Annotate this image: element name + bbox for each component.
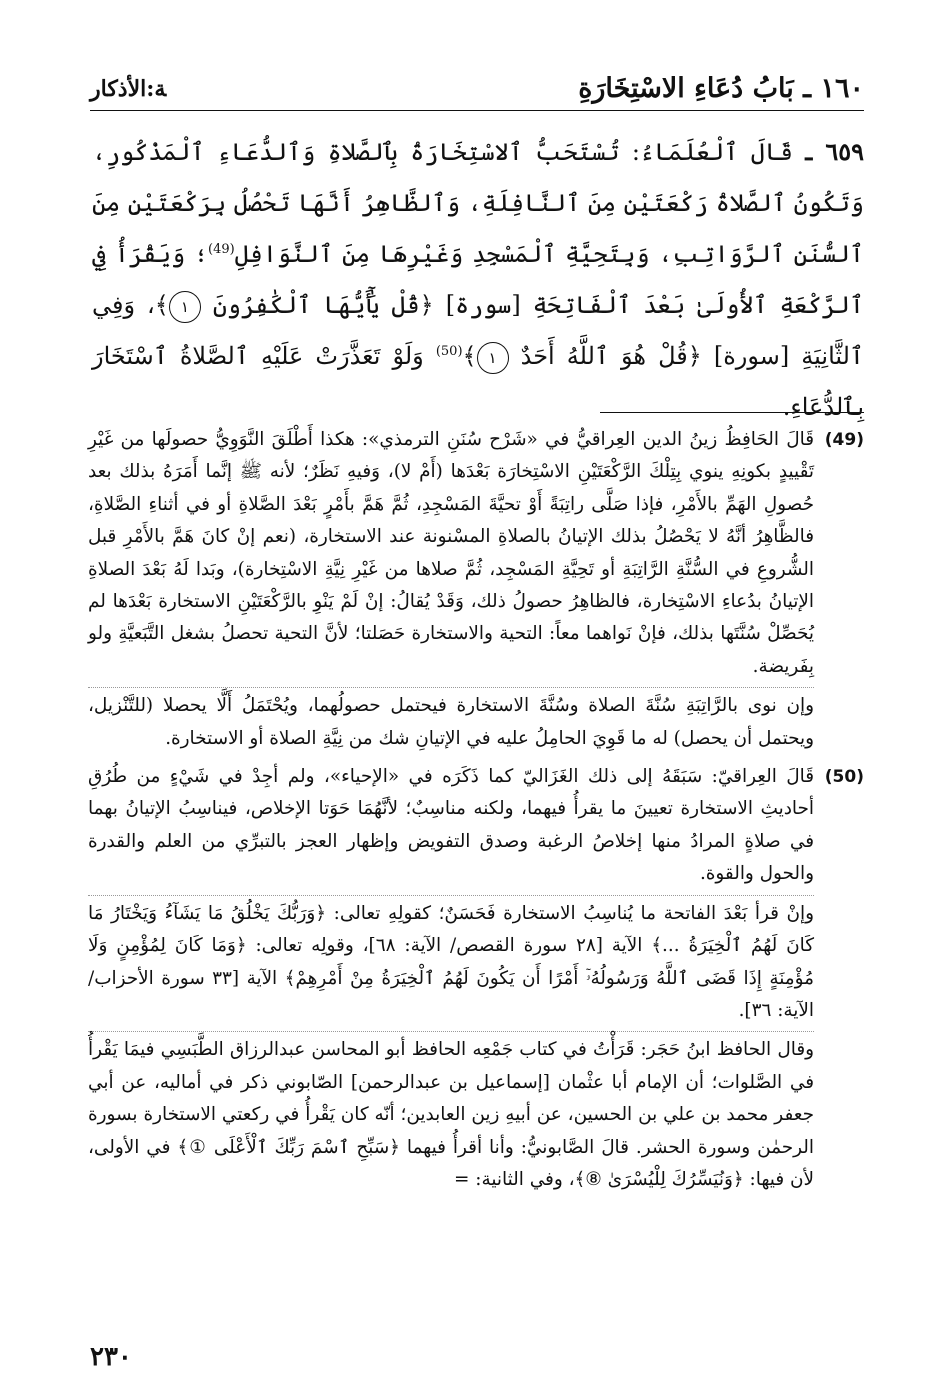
main-text <box>92 126 864 433</box>
paragraph-number: ٦٥٩ ـ <box>805 137 864 166</box>
footnote-body <box>88 424 814 755</box>
footnote-ref-50[interactable]: (50) <box>435 344 463 359</box>
main-text-part-5: وَلَوْ تَعَذَّرَتْ عَلَيْهِ ٱلصَّلاةُ ٱسْتَخَارَ بِٱلدُّعَاءِ. <box>92 342 864 421</box>
footnote-paragraph: وإن نوى بالرَّاتِبَةِ سُنَّةَ الصلاة وسُنَّةَ الاستخارة فيحتمل حصولُهما، ويُحْتَمَلُ أَلَّا يحصلا (للتَّنْزيل، ويحتمل أن يحصل) له ما قَوِيَ الحامِلُ عليه في الإتيانِ شك من نِيَّةِ الصلاة أو الاستخارة. <box>88 687 814 755</box>
page-number: ٢٣٠ <box>90 1342 132 1372</box>
footnote-paragraph: قَالَ الحَافِظُ زينُ الدين العِراقيُّ في «شَرْح سُنَنِ الترمذي»: هكذا أَطْلَقَ النَّوَوِيُّ حصولَها من غَيْرِ تَقْييدٍ بكونِهِ ينوي بِتِلْكَ الرَّكْعَتَيْنِ الاسْتِخارَة بَعْدَها (أَمْ لا)، وَفيهِ نَظَرٌ؛ لأنه ﷺ إنَّما أَمَرَهُ بذلك بعد حُصولِ الهَمِّ بالأَمْرِ، فإذا صَلَّى راتِبَةً أَوْ تحيَّةَ المَسْجِدِ، ثُمَّ هَمَّ بأَمْرٍ بَعْدَ الصَّلاةِ أو في أثناءِ الصَّلاةِ، فالظَّاهِرُ أنَّهُ لا يَحْصُلُ بذلك الإتيانُ بالصلاةِ المسْنونة عند الاستخارة، (نعم إنْ كانَ هَمَّ بالأَمْرِ قبل الشُّروعِ في السُّنَّةِ الرَّاتِبَةِ أو تَحِيَّةِ المَسْجِد، ثُمَّ صلاها من غَيْرِ نِيَّةِ الاسْتِخارة)، وبَدا لَهُ بَعْدَ الصلاةِ الإتيانُ بدُعاءِ الاسْتِخارة، فالظاهِرُ حصولُ ذلك، وَقَدْ يُقالُ: إنْ لَمْ يَنْوِ بالرَّكْعَتَيْنِ الاستخارة بَعْدَها لم يُحَصِّلْ سُنَّتَها بذلك، فإنْ نَواهما معاً: التحية والاستخارة حَصَلتا؛ لأنَّ التحية تحصلُ بشغل التَّبَعيَّةِ ولو بِفَريضة. <box>88 429 814 677</box>
footnote-divider <box>600 412 864 413</box>
footnote-paragraph: وقال الحافظ ابنُ حَجَر: قَرَأْتُ في كتاب جَمْعِه الحافظ أبو المحاسن عبدالرزاق الطَّبَسِي فيمَا يَقْرأُ في الصَّلوات؛ أن الإمام أبا عثْمان [إسماعيل بن عبدالرحمن] الصّابوني ذكر في أماليه، عن أبي جعفر محمد بن علي بن الحسين، عن أبيهِ زين العابدين؛ أنّه كان يَقْرأُ في ركعتي الاستخارة بسورة الرحمٰن وسورة الحشر. قالَ الصَّابونيُّ: وأنا أقرأُ فيهما ﴿سَبِّحِ ٱسْمَ رَبِّكَ ٱلْأَعْلَى ①﴾ في الأولى، لأن فيها: ﴿وَنُيَسِّرُكَ لِلْيُسْرَىٰ ⑧﴾، وفي الثانية: = <box>88 1031 814 1196</box>
footnote-49 <box>88 424 864 755</box>
footnote-50 <box>88 761 864 1196</box>
footnote-mark: (50) <box>824 767 864 788</box>
ayah-number-marker: ١ <box>477 342 509 374</box>
chapter-title: ١٦٠ ـ بَابُ دُعَاءِ الاسْتِخَارَةِ <box>578 73 864 104</box>
main-text-part-2: ؛ وَيَقْرَأُ فِي ٱلرَّكْعَةِ ٱلأُولَىٰ بَعْدَ ٱلْفَاتِحَةِ [سورة] ﴿قُلْ يَٰٓأَيُّهَا ٱلْكَٰفِرُونَ <box>92 240 864 319</box>
paragraph-659 <box>92 126 864 433</box>
footnote-ref-49[interactable]: (49) <box>208 242 235 257</box>
running-header <box>90 62 864 111</box>
footnote-mark: (49) <box>824 430 864 450</box>
footnote-paragraph: قَالَ العِراقيّ: سَبَقَهُ إلى ذلك الغَزَاليّ كما ذَكَرَه في «الإحياء»، ولم أجِدْ في شَيْءٍ من طُرُقِ أحاديثِ الاستخارة تعيينَ ما يقرأُ فيهما، ولكنه مناسِبٌ؛ لأنَّهُمَا حَوَتا الإخلاص، فيناسِبُ الإتيانُ بهما في صلاةٍ المرادُ منها إخلاصُ الرغبة وصدق التفويض وإظهار العجز بالتبرِّي من العلم والقدرة والحول والقوة. <box>88 766 814 885</box>
main-text-part-4: ﴾ <box>462 342 477 370</box>
footnote-body <box>88 761 814 1196</box>
footnote-paragraph: وإنْ قرأ بَعْدَ الفاتحة ما يُناسِبُ الاستخارة فَحَسَنٌ؛ كقولِهِ تعالى: ﴿وَرَبُّكَ يَخْلُقُ مَا يَشَآءُ وَيَخْتَارُ مَا كَانَ لَهُمُ ٱلْخِيَرَةُ ...﴾ الآية [٢٨ سورة القصص/ الآية: ٦٨]، وقولِه تعالى: ﴿وَمَا كَانَ لِمُؤْمِنٍ وَلَا مُؤْمِنَةٍ إِذَا قَضَى ٱللَّهُ وَرَسُولُهُۥٓ أَمْرًا أَن يَكُونَ لَهُمُ ٱلْخِيَرَةُ مِنْ أَمْرِهِمْ﴾ الآية [٣٣ سورة الأحزاب/ الآية: ٣٦]. <box>88 895 814 1028</box>
footnotes <box>88 424 864 1196</box>
main-text-part-1: قَالَ ٱلْعُلَمَاءُ: تُسْتَحَبُّ ٱلاسْتِخَارَةُ بِٱلصَّلاةِ وَٱلدُّعَاءِ ٱلْمَذْكُورِ، وَتَكُونُ ٱلصَّلاةُ رَكْعَتَيْنِ مِنَ ٱلنَّافِلَةِ، وَٱلظَّاهِرُ أَنَّهَا تَحْصُلُ بِرَكْعَتَيْنِ مِنَ ٱلسُّنَنِ ٱلرَّوَاتِبِ، وَبِتَحِيَّةِ ٱلْمَسْجِدِ وَغَيْرِهَا مِنَ ٱلنَّوَافِلِ <box>92 138 864 268</box>
ayah-number-marker: ١ <box>169 291 201 323</box>
main-text-part-3: ﴾، وَفِي ٱلثَّانِيَةِ [سورة] ﴿قُلْ هُوَ ٱللَّهُ أَحَدٌ <box>92 291 864 370</box>
book-name: ﺔ:الأذكار <box>90 76 167 102</box>
